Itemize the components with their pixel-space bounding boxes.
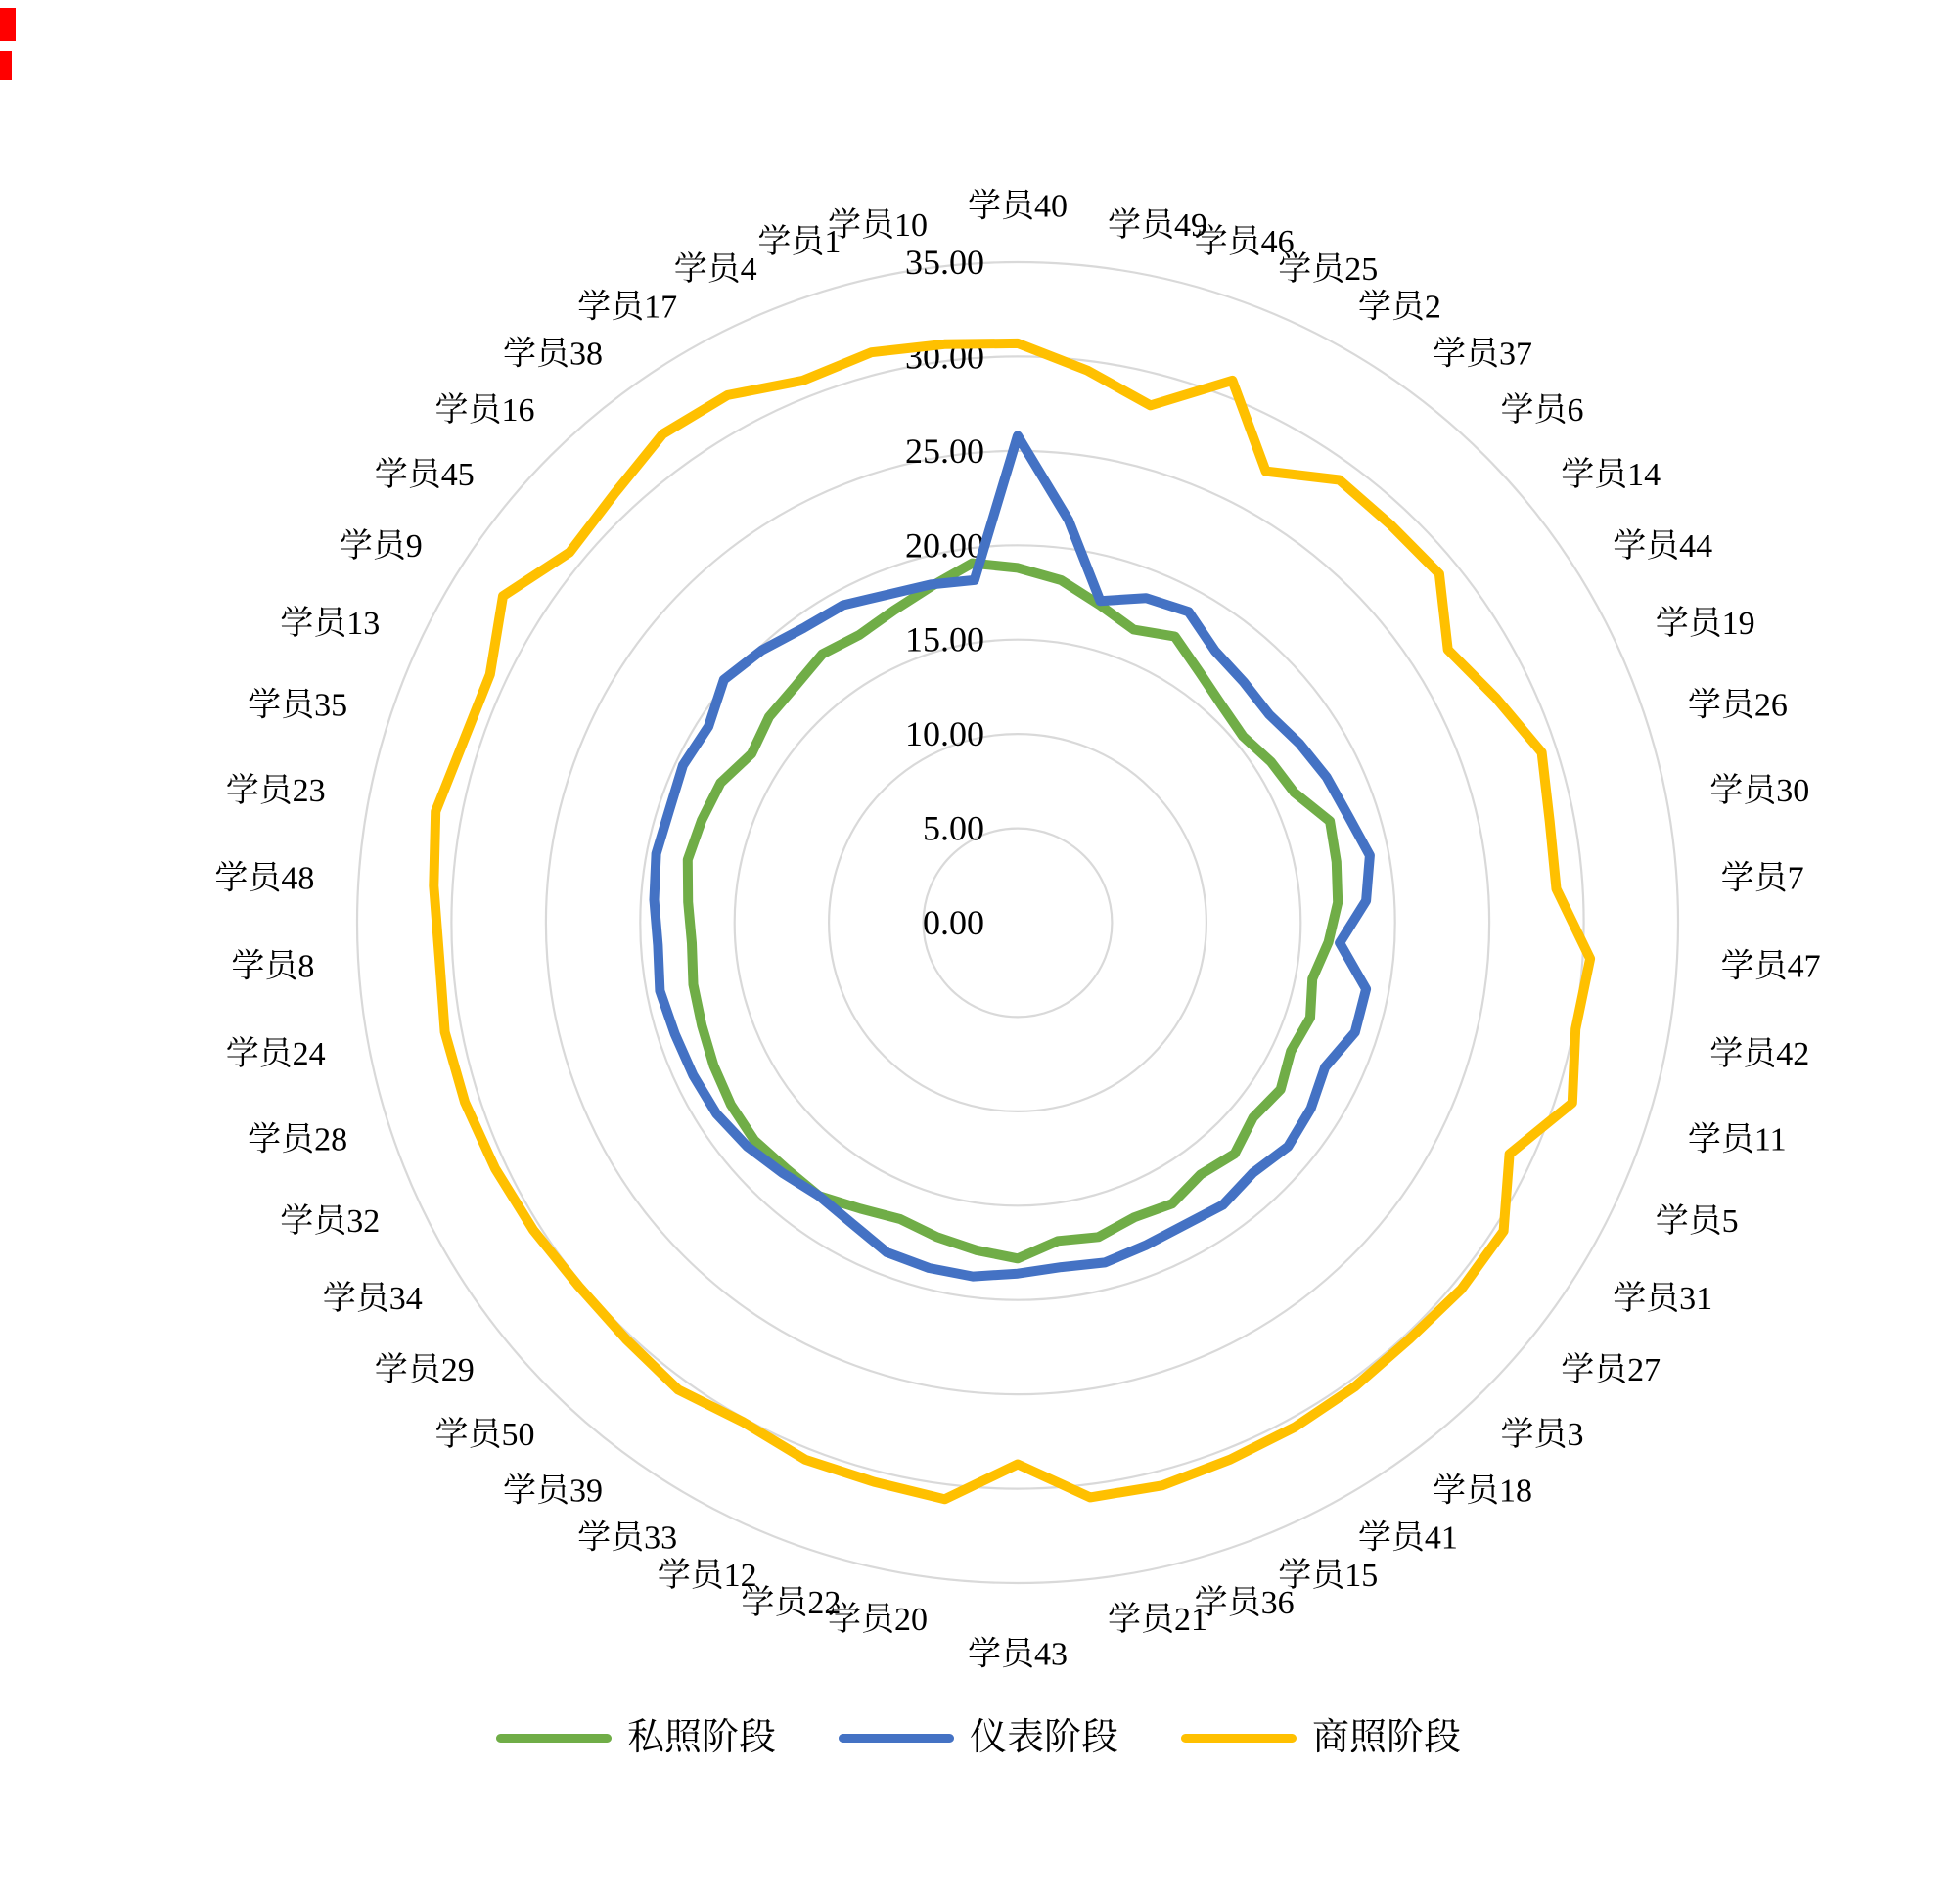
radial-axis-label-15.00: 15.00	[905, 619, 984, 659]
category-label-学员37[interactable]: 学员37	[1433, 336, 1532, 373]
legend-swatch-commercial-stage	[1181, 1734, 1297, 1743]
category-label-学员38[interactable]: 学员38	[503, 336, 603, 373]
category-label-学员14[interactable]: 学员14	[1561, 456, 1661, 493]
grid-ring-15	[735, 640, 1301, 1206]
category-label-学员47[interactable]: 学员47	[1720, 948, 1821, 985]
series-private-stage[interactable]	[688, 564, 1338, 1259]
category-label-学员17[interactable]: 学员17	[577, 289, 678, 326]
category-label-学员35[interactable]: 学员35	[248, 687, 348, 724]
red-edge-artifact	[0, 8, 16, 41]
category-label-学员32[interactable]: 学员32	[280, 1203, 381, 1241]
category-label-学员29[interactable]: 学员29	[374, 1352, 475, 1389]
category-label-学员50[interactable]: 学员50	[434, 1416, 535, 1453]
category-label-学员26[interactable]: 学员26	[1687, 687, 1788, 724]
legend-swatch-private-stage	[496, 1734, 612, 1743]
legend-label-instrument-stage: 仪表阶段	[969, 1717, 1118, 1758]
category-label-学员21[interactable]: 学员21	[1108, 1601, 1207, 1638]
category-label-学员24[interactable]: 学员24	[225, 1036, 326, 1072]
legend-item-instrument-stage[interactable]	[839, 1719, 1118, 1756]
category-label-学员8[interactable]: 学员8	[231, 948, 315, 985]
category-label-学员4[interactable]: 学员4	[673, 250, 757, 288]
category-label-学员27[interactable]: 学员27	[1561, 1352, 1661, 1389]
category-label-学员12[interactable]: 学员12	[657, 1558, 757, 1595]
category-label-学员11[interactable]: 学员11	[1687, 1121, 1787, 1158]
category-label-学员33[interactable]: 学员33	[577, 1519, 678, 1557]
category-label-学员44[interactable]: 学员44	[1613, 527, 1713, 565]
category-label-学员43[interactable]: 学员43	[968, 1636, 1068, 1673]
category-label-学员3[interactable]: 学员3	[1500, 1416, 1584, 1453]
category-label-学员41[interactable]: 学员41	[1357, 1519, 1458, 1557]
category-label-学员48[interactable]: 学员48	[214, 860, 315, 897]
radial-axis-label-35.00: 35.00	[905, 243, 984, 282]
grid-ring-35	[357, 262, 1678, 1583]
category-label-学员42[interactable]: 学员42	[1709, 1036, 1810, 1072]
legend-label-private-stage: 私照阶段	[626, 1717, 776, 1758]
radial-axis-label-5.00: 5.00	[923, 808, 984, 848]
category-label-学员15[interactable]: 学员15	[1278, 1558, 1379, 1595]
category-label-学员25[interactable]: 学员25	[1278, 250, 1379, 288]
grid-rings	[357, 262, 1678, 1583]
category-label-学员49[interactable]: 学员49	[1108, 207, 1207, 245]
category-label-学员22[interactable]: 学员22	[741, 1584, 842, 1621]
category-label-学员23[interactable]: 学员23	[225, 773, 326, 809]
radial-axis-label-10.00: 10.00	[905, 714, 984, 754]
legend-item-commercial-stage[interactable]	[1181, 1719, 1461, 1756]
grid-ring-10	[829, 734, 1206, 1111]
chart-legend	[0, 1710, 1957, 1765]
legend-swatch-instrument-stage	[839, 1734, 954, 1743]
category-label-学员31[interactable]: 学员31	[1613, 1281, 1713, 1318]
category-label-学员13[interactable]: 学员13	[280, 605, 381, 642]
category-label-学员36[interactable]: 学员36	[1194, 1584, 1295, 1621]
legend-label-commercial-stage: 商照阶段	[1312, 1717, 1462, 1758]
radial-axis-label-25.00: 25.00	[905, 431, 984, 471]
category-label-学员30[interactable]: 学员30	[1709, 773, 1810, 809]
category-label-学员46[interactable]: 学员46	[1194, 224, 1295, 261]
radial-axis-label-20.00: 20.00	[905, 525, 984, 566]
radial-axis-label-0.00: 0.00	[923, 903, 984, 942]
category-label-学员2[interactable]: 学员2	[1357, 289, 1441, 326]
legend-item-private-stage[interactable]	[496, 1719, 776, 1756]
category-label-学员6[interactable]: 学员6	[1500, 392, 1584, 430]
category-label-学员9[interactable]: 学员9	[339, 527, 423, 565]
category-label-学员16[interactable]: 学员16	[434, 392, 535, 430]
category-label-学员40[interactable]: 学员40	[968, 188, 1068, 225]
category-label-学员5[interactable]: 学员5	[1655, 1203, 1739, 1241]
red-edge-artifact	[0, 51, 12, 80]
category-label-学员7[interactable]: 学员7	[1720, 860, 1804, 897]
category-label-学员1[interactable]: 学员1	[757, 224, 842, 261]
category-label-学员10[interactable]: 学员10	[828, 207, 928, 245]
category-label-学员18[interactable]: 学员18	[1433, 1473, 1532, 1510]
category-label-学员28[interactable]: 学员28	[248, 1121, 348, 1158]
category-label-学员34[interactable]: 学员34	[322, 1281, 423, 1318]
category-label-学员45[interactable]: 学员45	[374, 456, 475, 493]
category-label-学员20[interactable]: 学员20	[828, 1601, 928, 1638]
category-label-学员39[interactable]: 学员39	[503, 1473, 603, 1510]
series-commercial-stage[interactable]	[433, 343, 1590, 1499]
grid-ring-30	[451, 356, 1583, 1488]
category-label-学员19[interactable]: 学员19	[1655, 605, 1755, 642]
radial-axis-label-30.00: 30.00	[905, 337, 984, 377]
